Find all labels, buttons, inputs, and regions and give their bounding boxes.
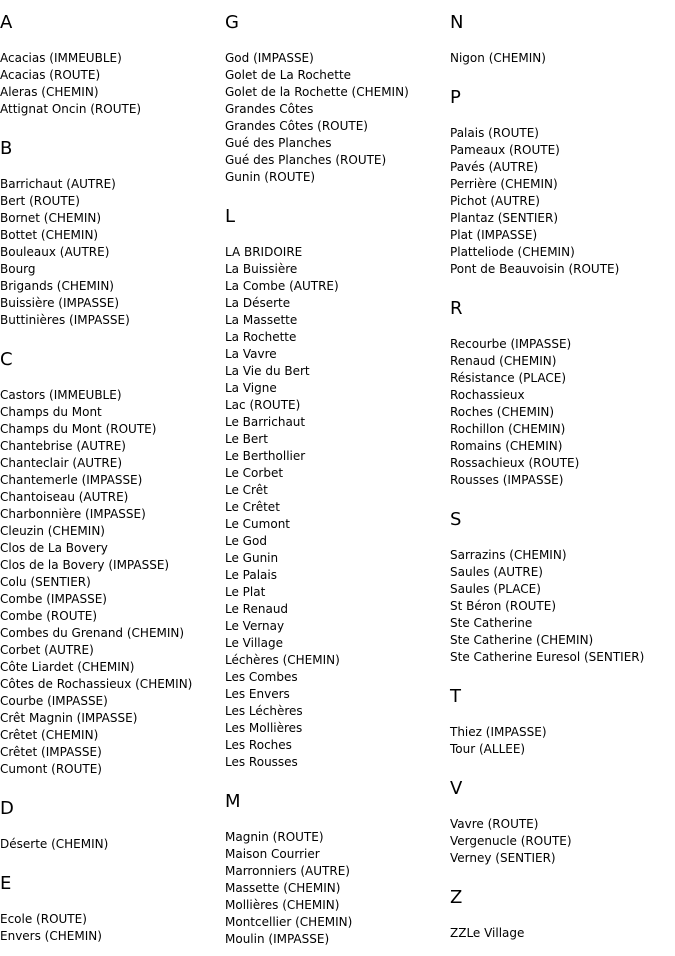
section-spacer — [0, 853, 225, 861]
street-name: Les Roches — [225, 738, 292, 752]
street-name: Rousses (IMPASSE) — [450, 473, 564, 487]
street-list — [225, 50, 450, 186]
street-name: Rochillon (CHEMIN) — [450, 422, 566, 436]
street-name: Le Crêtet — [225, 500, 280, 514]
street-list — [450, 336, 675, 489]
street-name: Ecole (ROUTE) — [0, 912, 87, 926]
street-list — [225, 829, 450, 948]
letter-section — [225, 206, 450, 779]
street-name: Castors (IMMEUBLE) — [0, 388, 122, 402]
street-name: Chantebrise (AUTRE) — [0, 439, 126, 453]
street-name: Aleras (CHEMIN) — [0, 85, 99, 99]
street-name: Magnin (ROUTE) — [225, 830, 324, 844]
street-name: Léchères (CHEMIN) — [225, 653, 340, 667]
street-name: Bornet (CHEMIN) — [0, 211, 102, 225]
street-name: Le Vernay — [225, 619, 285, 633]
street-list — [450, 816, 675, 867]
street-name: Les Combes — [225, 670, 298, 684]
section-letter-heading: T — [450, 686, 461, 707]
street-name: La Buissière — [225, 262, 298, 276]
letter-section — [0, 873, 225, 953]
letter-section — [0, 349, 225, 786]
street-name: Clos de La Bovery — [0, 541, 108, 555]
street-name: Corbet (AUTRE) — [0, 643, 94, 657]
street-name: Champs du Mont — [0, 405, 102, 419]
index-column — [0, 0, 225, 953]
street-name: Le Cumont — [225, 517, 290, 531]
street-name: Roches (CHEMIN) — [450, 405, 555, 419]
letter-section — [450, 686, 675, 766]
street-name: Acacias (IMMEUBLE) — [0, 51, 122, 65]
street-name: Golet de la Rochette (CHEMIN) — [225, 85, 409, 99]
street-name: Saules (AUTRE) — [450, 565, 543, 579]
section-letter-heading: M — [225, 791, 241, 812]
street-name: Buttinières (IMPASSE) — [0, 313, 130, 327]
street-name: Le Corbet — [225, 466, 284, 480]
street-name: Le Palais — [225, 568, 277, 582]
section-letter-heading: Z — [450, 887, 463, 908]
street-list — [450, 724, 675, 758]
street-name: Les Envers — [225, 687, 290, 701]
street-name: Chantemerle (IMPASSE) — [0, 473, 143, 487]
street-name: Le Barrichaut — [225, 415, 306, 429]
street-name: Romains (CHEMIN) — [450, 439, 563, 453]
street-name: Crêtet (IMPASSE) — [0, 745, 102, 759]
street-name: Bottet (CHEMIN) — [0, 228, 99, 242]
section-spacer — [450, 278, 675, 286]
section-letter-heading: S — [450, 509, 462, 530]
street-name: Le Gunin — [225, 551, 279, 565]
street-name: Lac (ROUTE) — [225, 398, 301, 412]
section-letter-heading: G — [225, 12, 239, 33]
letter-section — [0, 798, 225, 861]
street-list — [450, 125, 675, 278]
street-name: Brigands (CHEMIN) — [0, 279, 114, 293]
street-name: Plantaz (SENTIER) — [450, 211, 559, 225]
letter-section — [450, 509, 675, 674]
letter-section — [450, 298, 675, 497]
street-name: Colu (SENTIER) — [0, 575, 91, 589]
section-spacer — [0, 329, 225, 337]
street-name: Le Berthollier — [225, 449, 306, 463]
street-name: La Rochette — [225, 330, 297, 344]
street-name: Grandes Côtes — [225, 102, 314, 116]
street-name: Moulin (IMPASSE) — [225, 932, 330, 946]
street-name: Plat (IMPASSE) — [450, 228, 538, 242]
street-name: Pameaux (ROUTE) — [450, 143, 560, 157]
letter-section — [0, 12, 225, 126]
street-list — [450, 925, 675, 942]
street-name: Thiez (IMPASSE) — [450, 725, 547, 739]
section-spacer — [450, 867, 675, 875]
street-name: Combes du Grenand (CHEMIN) — [0, 626, 185, 640]
street-name: Les Mollières — [225, 721, 303, 735]
street-name: Attignat Oncin (ROUTE) — [0, 102, 142, 116]
section-spacer — [225, 948, 450, 956]
letter-section — [225, 791, 450, 956]
street-name: La Massette — [225, 313, 298, 327]
letter-section — [450, 778, 675, 875]
street-name: Charbonnière (IMPASSE) — [0, 507, 146, 521]
street-name: Acacias (ROUTE) — [0, 68, 101, 82]
section-spacer — [225, 771, 450, 779]
street-name: Combe (ROUTE) — [0, 609, 98, 623]
street-name: Bourg — [0, 262, 36, 276]
street-name: Le Renaud — [225, 602, 289, 616]
street-name: Nigon (CHEMIN) — [450, 51, 546, 65]
section-letter-heading: D — [0, 798, 14, 819]
street-list — [0, 176, 225, 329]
street-name: Recourbe (IMPASSE) — [450, 337, 572, 351]
street-name: Verney (SENTIER) — [450, 851, 556, 865]
section-letter-heading: N — [450, 12, 464, 33]
street-list — [450, 547, 675, 666]
street-name: Renaud (CHEMIN) — [450, 354, 557, 368]
street-name: Barrichaut (AUTRE) — [0, 177, 116, 191]
street-name: Le Plat — [225, 585, 266, 599]
section-letter-heading: E — [0, 873, 12, 894]
section-spacer — [450, 942, 675, 950]
street-name: Crêtet (CHEMIN) — [0, 728, 99, 742]
letter-section — [450, 87, 675, 286]
street-name: Ste Catherine (CHEMIN) — [450, 633, 594, 647]
street-name: Gué des Planches — [225, 136, 332, 150]
section-letter-heading: L — [225, 206, 236, 227]
street-name: Envers (CHEMIN) — [0, 929, 102, 943]
street-name: Déserte (CHEMIN) — [0, 837, 109, 851]
street-name: Saules (PLACE) — [450, 582, 541, 596]
street-name: Chanteclair (AUTRE) — [0, 456, 123, 470]
street-name: Grandes Côtes (ROUTE) — [225, 119, 368, 133]
street-list — [225, 244, 450, 771]
street-name: Golet de La Rochette — [225, 68, 352, 82]
street-name: Chantoiseau (AUTRE) — [0, 490, 129, 504]
street-name: Platteliode (CHEMIN) — [450, 245, 575, 259]
street-name: Montcellier (CHEMIN) — [225, 915, 353, 929]
section-spacer — [450, 758, 675, 766]
street-name: Massette (CHEMIN) — [225, 881, 341, 895]
street-name: Les Rousses — [225, 755, 298, 769]
street-name: Les Léchères — [225, 704, 303, 718]
street-name: Résistance (PLACE) — [450, 371, 566, 385]
street-name: Rossachieux (ROUTE) — [450, 456, 580, 470]
street-name: La Vavre — [225, 347, 277, 361]
street-name: Vergenucle (ROUTE) — [450, 834, 572, 848]
street-name: Rochassieux — [450, 388, 525, 402]
street-name: Ste Catherine — [450, 616, 533, 630]
section-spacer — [450, 489, 675, 497]
section-letter-heading: V — [450, 778, 463, 799]
street-name: Cleuzin (CHEMIN) — [0, 524, 105, 538]
street-name: Côte Liardet (CHEMIN) — [0, 660, 135, 674]
street-name: Vavre (ROUTE) — [450, 817, 539, 831]
street-name: Le God — [225, 534, 267, 548]
section-letter-heading: C — [0, 349, 13, 370]
street-name: Perrière (CHEMIN) — [450, 177, 558, 191]
street-name: Ste Catherine Euresol (SENTIER) — [450, 650, 645, 664]
section-letter-heading: R — [450, 298, 463, 319]
index-column — [450, 0, 675, 950]
section-spacer — [0, 778, 225, 786]
street-name: Côtes de Rochassieux (CHEMIN) — [0, 677, 193, 691]
section-spacer — [450, 67, 675, 75]
street-name: Le Bert — [225, 432, 268, 446]
street-name: La Vie du Bert — [225, 364, 310, 378]
index-column — [225, 0, 450, 956]
street-name: Pavés (AUTRE) — [450, 160, 539, 174]
letter-section — [225, 12, 450, 194]
street-name: Le Crêt — [225, 483, 268, 497]
street-name: Bert (ROUTE) — [0, 194, 80, 208]
section-spacer — [225, 186, 450, 194]
street-name: Pont de Beauvoisin (ROUTE) — [450, 262, 620, 276]
letter-section — [450, 12, 675, 75]
street-name: Sarrazins (CHEMIN) — [450, 548, 567, 562]
street-list — [0, 387, 225, 778]
street-name: Gué des Planches (ROUTE) — [225, 153, 387, 167]
street-list — [0, 50, 225, 118]
street-name: Le Village — [225, 636, 283, 650]
letter-section — [450, 887, 675, 950]
street-name: Clos de la Bovery (IMPASSE) — [0, 558, 170, 572]
street-name: St Béron (ROUTE) — [450, 599, 557, 613]
street-list — [450, 50, 675, 67]
street-name: Courbe (IMPASSE) — [0, 694, 108, 708]
street-list — [0, 911, 225, 945]
street-name: Buissière (IMPASSE) — [0, 296, 120, 310]
section-spacer — [450, 666, 675, 674]
street-name: Cumont (ROUTE) — [0, 762, 102, 776]
letter-section — [0, 138, 225, 337]
street-name: La Combe (AUTRE) — [225, 279, 339, 293]
section-spacer — [0, 945, 225, 953]
street-name: Mollières (CHEMIN) — [225, 898, 340, 912]
street-name: Crêt Magnin (IMPASSE) — [0, 711, 138, 725]
street-name: ZZLe Village — [450, 926, 525, 940]
section-letter-heading: A — [0, 12, 13, 33]
street-name: Combe (IMPASSE) — [0, 592, 107, 606]
street-name: God (IMPASSE) — [225, 51, 314, 65]
street-name: Maison Courrier — [225, 847, 320, 861]
street-name: La Vigne — [225, 381, 277, 395]
street-name: Gunin (ROUTE) — [225, 170, 316, 184]
street-name: La Déserte — [225, 296, 291, 310]
street-list — [0, 836, 225, 853]
street-name: Marronniers (AUTRE) — [225, 864, 350, 878]
street-name: Bouleaux (AUTRE) — [0, 245, 110, 259]
section-spacer — [0, 118, 225, 126]
street-name: Tour (ALLEE) — [450, 742, 526, 756]
street-name: Palais (ROUTE) — [450, 126, 539, 140]
street-name: Pichot (AUTRE) — [450, 194, 540, 208]
section-letter-heading: P — [450, 87, 461, 108]
section-letter-heading: B — [0, 138, 13, 159]
street-name: LA BRIDOIRE — [225, 245, 303, 259]
street-name: Champs du Mont (ROUTE) — [0, 422, 157, 436]
